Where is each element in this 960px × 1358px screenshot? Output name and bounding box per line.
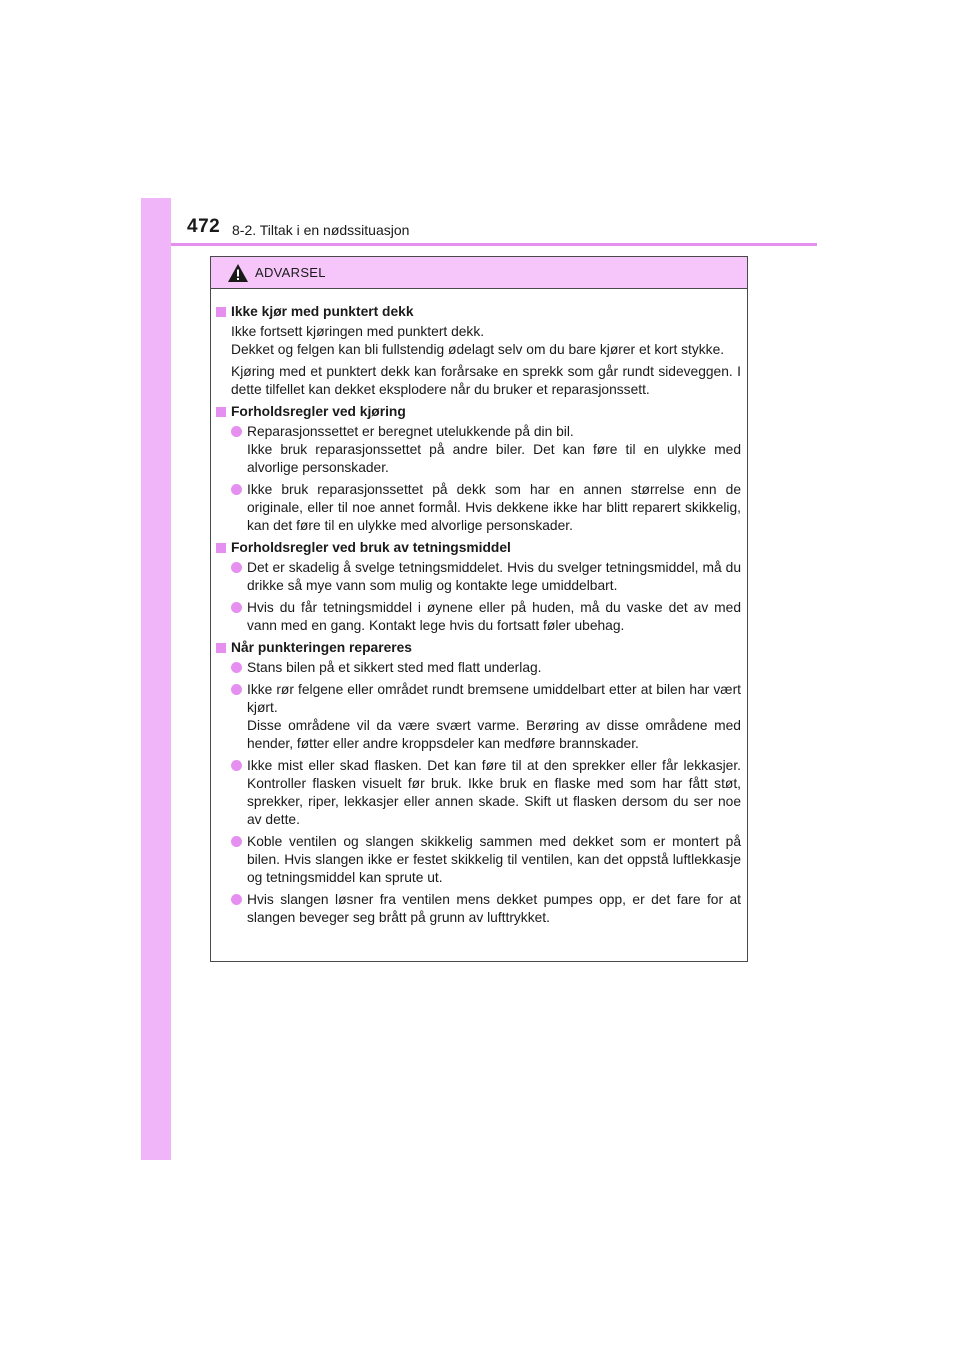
bullet-item — [216, 833, 741, 887]
bullet-item — [216, 481, 741, 535]
round-bullet-icon — [231, 562, 242, 573]
warning-section — [216, 403, 741, 535]
warning-header — [211, 257, 747, 289]
bullet-item-text: Hvis slangen løsner fra ventilen mens dekket pumpes opp, er det fare for at slangen beveger seg brått på grunn av lufttrykket. — [247, 892, 741, 925]
round-bullet-icon — [231, 602, 242, 613]
section-heading-text: Forholdsregler ved bruk av tetningsmiddel — [231, 540, 511, 555]
square-bullet-icon — [216, 407, 226, 417]
bullet-item — [216, 757, 741, 829]
section-heading-text: Når punkteringen repareres — [231, 640, 412, 655]
bullet-item-text: Ikke rør felgene eller området rundt bremsene umiddelbart etter at bilen har vært kjørt. Disse områdene vil da være svært varme. Berøring av disse områdene med hender, føtter eller andre kroppsdeler kan medføre brannskader. — [247, 682, 741, 751]
square-bullet-icon — [216, 307, 226, 317]
warning-section — [216, 639, 741, 927]
section-paragraph: Ikke fortsett kjøringen med punktert dekk. Dekket og felgen kan bli fullstendig ødelagt selv om du bare kjører et kort stykke. — [231, 324, 725, 357]
section-paragraph: Kjøring med et punktert dekk kan forårsake en sprekk som går rundt sideveggen. I dette tilfellet kan dekket eksplodere når du bruker et reparasjonssett. — [231, 364, 741, 397]
bullet-item-text: Reparasjonssettet er beregnet utelukkende på din bil. Ikke bruk reparasjonssettet på andre biler. Det kan føre til en ulykke med alvorlige personskader. — [247, 424, 741, 475]
page-number: 472 — [187, 216, 221, 237]
section-heading — [216, 539, 741, 557]
warning-section — [216, 303, 741, 399]
bullet-item-text: Hvis du får tetningsmiddel i øynene eller på huden, må du vaske det av med vann med en gang. Kontakt lege hvis du fortsatt føler ubehag. — [247, 600, 741, 633]
bullet-item — [216, 681, 741, 753]
section-heading — [216, 303, 741, 321]
bullet-item — [216, 891, 741, 927]
warning-label: ADVARSEL — [255, 265, 326, 280]
bullet-item — [216, 599, 741, 635]
bullet-item-text: Ikke bruk reparasjonssettet på dekk som har en annen størrelse enn de originale, eller til noe annet formål. Hvis dekkene ikke har blitt reparert skikkelig, kan det føre til en ulykke med alvorlige personskader. — [247, 482, 741, 533]
section-heading-text: Forholdsregler ved kjøring — [231, 404, 406, 419]
bullet-item — [216, 423, 741, 477]
bullet-item-text: Stans bilen på et sikkert sted med flatt underlag. — [247, 660, 542, 675]
section-heading — [216, 403, 741, 421]
bullet-item — [216, 659, 741, 677]
round-bullet-icon — [231, 684, 242, 695]
chapter-side-bar — [141, 198, 171, 1160]
round-bullet-icon — [231, 484, 242, 495]
header-rule — [171, 243, 817, 246]
round-bullet-icon — [231, 662, 242, 673]
section-heading — [216, 639, 741, 657]
round-bullet-icon — [231, 894, 242, 905]
bullet-item — [216, 559, 741, 595]
bullet-item-text: Koble ventilen og slangen skikkelig sammen med dekket som er montert på bilen. Hvis slangen ikke er festet skikkelig til ventilen, kan det oppstå luftlekkasje og tetningsmiddel kan sprute ut. — [247, 834, 741, 885]
bullet-item-text: Ikke mist eller skad flasken. Det kan føre til at den sprekker eller får lekkasjer. Kontroller flasken visuelt før bruk. Ikke bruk en flaske med som har fått støt, sprekker, riper, lekkasjer eller annen skade. Skift ut flasken dersom du ser noe av dette. — [247, 758, 741, 827]
round-bullet-icon — [231, 760, 242, 771]
square-bullet-icon — [216, 543, 226, 553]
warning-triangle-icon — [227, 263, 249, 283]
section-title: 8-2. Tiltak i en nødssituasjon — [232, 222, 410, 238]
warning-section — [216, 539, 741, 635]
section-heading-text: Ikke kjør med punktert dekk — [231, 304, 414, 319]
square-bullet-icon — [216, 643, 226, 653]
round-bullet-icon — [231, 426, 242, 437]
warning-body — [211, 289, 747, 927]
warning-box — [210, 256, 748, 962]
round-bullet-icon — [231, 836, 242, 847]
bullet-item-text: Det er skadelig å svelge tetningsmiddelet. Hvis du svelger tetningsmiddel, må du drikke så mye vann som mulig og kontakte lege umiddelbart. — [247, 560, 741, 593]
